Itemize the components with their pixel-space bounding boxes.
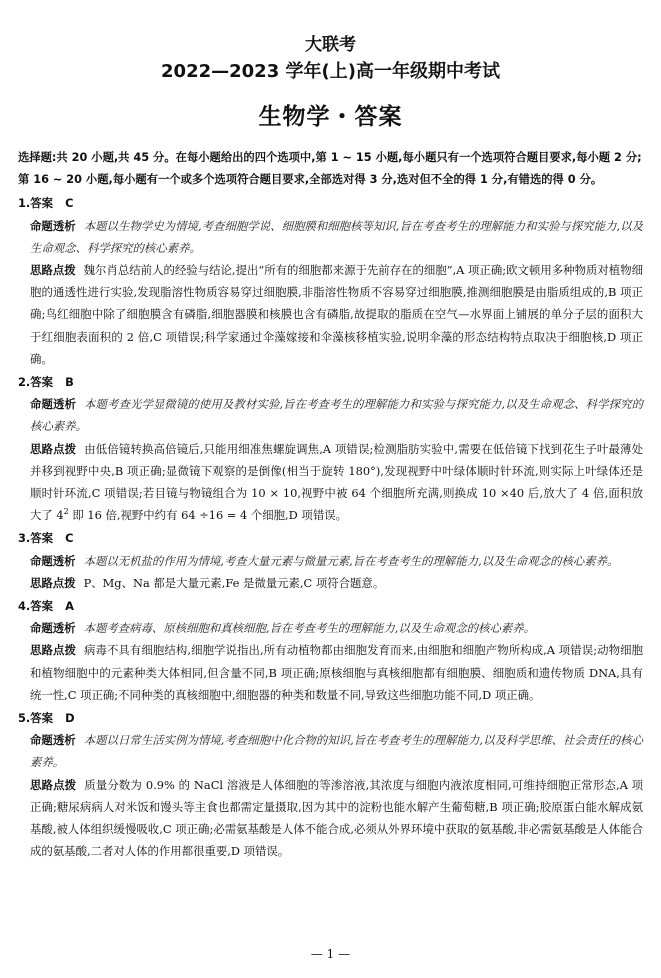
analysis-label: 命题透析 — [30, 553, 76, 568]
answer-label: 答案 — [30, 711, 54, 726]
question-1-analysis — [18, 215, 643, 259]
question-4-hint — [18, 639, 643, 706]
answer-label: 答案 — [30, 375, 54, 390]
question-5-hint — [18, 774, 643, 863]
answer-label: 答案 — [30, 531, 54, 546]
hint-text: 病毒不具有细胞结构,细胞学说指出,所有动植物都由细胞发育而来,由细胞和细胞产物所构成,A 项错误;动物细胞和植物细胞中的元素种类大体相同,但含量不同,B 项正确;原核细胞与真核细胞都有细胞膜、细胞质和遗传物质 DNA,具有统一性,C 项正确;不同种类的真核细胞中,细胞器的种类和数量不同,导致这些细胞功能不同,D 项正确。 — [30, 643, 643, 702]
page-number: — 1 — — [310, 947, 351, 961]
answer-label: 答案 — [30, 599, 54, 614]
hint-label: 思路点拨 — [30, 263, 76, 278]
analysis-label: 命题透析 — [30, 218, 76, 233]
answer-label: 答案 — [30, 196, 54, 211]
analysis-text: 本题以生物学史为情境,考查细胞学说、细胞膜和细胞核等知识,旨在考查考生的理解能力和实验与探究能力,以及生命观念、科学探究的核心素养。 — [30, 218, 643, 255]
hint-text-a: 由低倍镜转换高倍镜后,只能用细准焦螺旋调焦,A 项错误;检测脂肪实验中,需要在低倍镜下找到花生子叶最薄处并移到视野中央,B 项正确;显微镜下观察的是倒像(相当于旋转 180°),发现视野中叶绿体顺时针环流,则实际上叶绿体还是顺时针环流,C 项错误;若目镜与物镜组合为 10 × 10,视野中被 64 个细胞所充满,则换成 10 ×40 后,放大了 4 倍,面积放大了 4 — [30, 441, 643, 523]
hint-text-b: 即 16 倍,视野中约有 64 ÷16 = 4 个细胞,D 项错误。 — [68, 508, 347, 523]
answer-value: D — [65, 711, 75, 726]
analysis-text: 本题以日常生活实例为情境,考查细胞中化合物的知识,旨在考查考生的理解能力,以及科学思维、社会责任的核心素养。 — [30, 733, 643, 770]
hint-superscript: 2 — [63, 507, 69, 517]
subject-title: 生物学・答案 — [258, 104, 403, 130]
exam-brand: 大联考 — [305, 35, 356, 55]
answer-value: C — [65, 196, 74, 211]
question-1-hint — [18, 259, 643, 370]
analysis-text: 本题考查光学显微镜的使用及教材实验,旨在考查考生的理解能力和实验与探究能力,以及生命观念、科学探究的核心素养。 — [30, 397, 643, 434]
hint-text: 质量分数为 0.9% 的 NaCl 溶液是人体细胞的等渗溶液,其浓度与细胞内液浓度相同,可维持细胞正常形态,A 项正确;糖尿病病人对米饭和馒头等主食也都需定量摄取,因为其中的淀粉也能水解产生葡萄糖,B 项正确;胶原蛋白能水解成氨基酸,被人体组织缓慢吸收,C 项正确;必需氨基酸是人体不能合成,必须从外界环境中获取的氨基酸,非必需氨基酸是人体能合成的氨基酸,二者对人体的作用都很重要,D 项错误。 — [30, 777, 643, 859]
analysis-label: 命题透析 — [30, 733, 76, 748]
section-intro: 选择题:共 20 小题,共 45 分。在每小题给出的四个选项中,第 1 ~ 15 小题,每小题只有一个选项符合题目要求,每小题 2 分;第 16 ~ 20 小题,每小题有一个或多个选项符合题目要求,全部选对得 3 分,选对但不全的得 1 分,有错选的得 0 分。 — [18, 151, 642, 187]
answer-body — [18, 147, 643, 863]
question-number: 1. — [18, 196, 31, 211]
exam-title: 2022—2023 学年(上)高一年级期中考试 — [161, 61, 500, 82]
question-number: 3. — [18, 531, 31, 546]
hint-label: 思路点拨 — [30, 777, 77, 792]
analysis-label: 命题透析 — [30, 397, 76, 412]
answer-value: A — [65, 599, 74, 614]
question-4-header — [18, 595, 643, 617]
hint-text: 魏尔肖总结前人的经验与结论,提出“所有的细胞都来源于先前存在的细胞”,A 项正确;欧文顿用多种物质对植物细胞的通透性进行实验,发现脂溶性物质容易穿过细胞膜,非脂溶性物质不容易穿过细胞膜,推测细胞膜是由脂质组成的,B 项正确;鸟红细胞中除了细胞膜含有磷脂,细胞器膜和核膜也含有磷脂,故提取的脂质在空气—水界面上铺展的单分子层的面积大于红细胞表面积的 2 倍,C 项错误;科学家通过伞藻嫁接和伞藻核移植实验,说明伞藻的形态结构特点取决于细胞核,D 项正确。 — [30, 263, 643, 366]
question-number: 5. — [18, 711, 31, 726]
question-1-header — [18, 192, 643, 214]
hint-label: 思路点拨 — [30, 643, 76, 658]
analysis-label: 命题透析 — [30, 621, 76, 636]
question-4-analysis — [18, 617, 643, 639]
hint-text: P、Mg、Na 都是大量元素,Fe 是微量元素,C 项符合题意。 — [83, 575, 385, 590]
question-number: 2. — [18, 375, 31, 390]
answer-value: B — [65, 375, 74, 390]
hint-label: 思路点拨 — [30, 575, 76, 590]
question-5-analysis — [18, 729, 643, 773]
question-5-header — [18, 707, 643, 729]
answer-value: C — [65, 531, 74, 546]
question-3-header — [18, 527, 643, 549]
question-2-hint — [18, 438, 643, 527]
question-2-analysis — [18, 393, 643, 437]
question-number: 4. — [18, 599, 31, 614]
hint-label: 思路点拨 — [30, 441, 77, 456]
analysis-text: 本题考查病毒、原核细胞和真核细胞,旨在考查考生的理解能力,以及生命观念的核心素养。 — [83, 621, 536, 636]
question-2-header — [18, 371, 643, 393]
question-3-hint — [18, 572, 643, 594]
analysis-text: 本题以无机盐的作用为情境,考查大量元素与微量元素,旨在考查考生的理解能力,以及生命观念的核心素养。 — [83, 553, 619, 568]
question-3-analysis — [18, 550, 643, 572]
